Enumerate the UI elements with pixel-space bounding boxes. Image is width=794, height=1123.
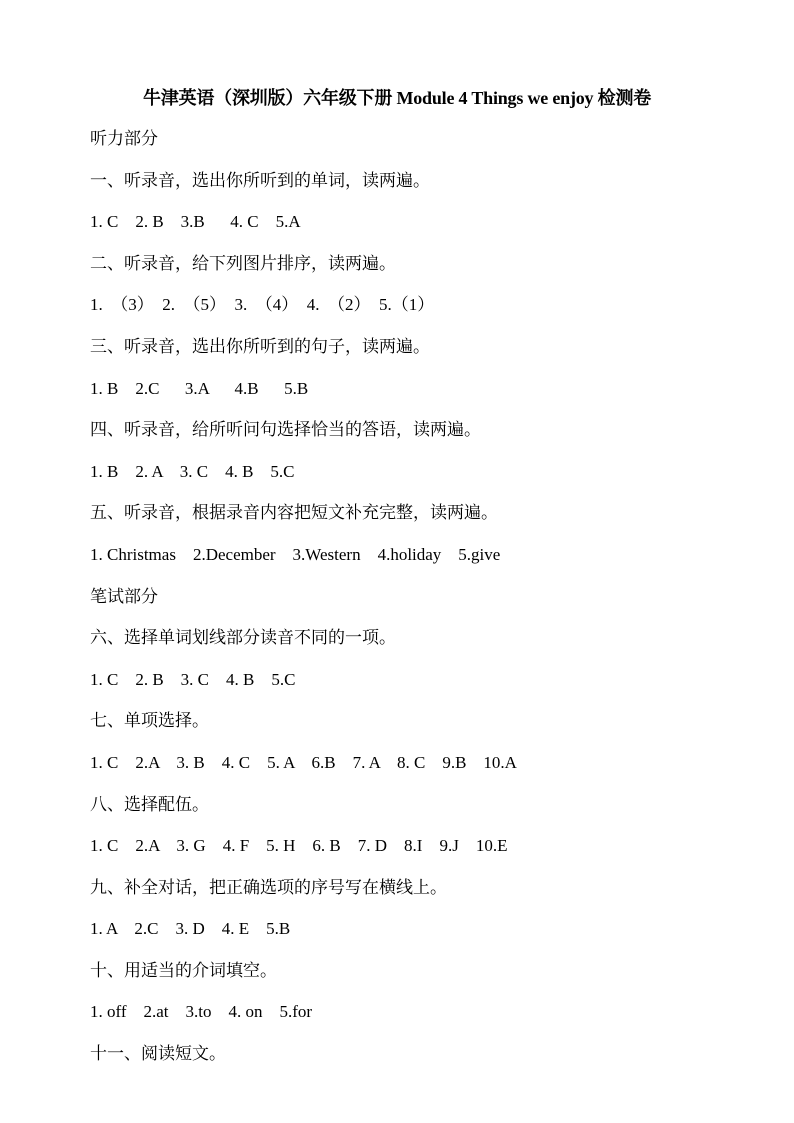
question-8-answers: 1. C 2.A 3. G 4. F 5. H 6. B 7. D 8.I 9.J 10.E: [90, 836, 508, 856]
question-4-heading: 四、听录音，给所听问句选择恰当的答语，读两遍。: [90, 420, 481, 440]
question-6-answers: 1. C 2. B 3. C 4. B 5.C: [90, 669, 296, 689]
question-3-answers: 1. B 2.C 3.A 4.B 5.B: [90, 378, 309, 398]
question-2-answers: 1. （3） 2. （5） 3. （4） 4. （2） 5.（1）: [90, 295, 435, 315]
question-5-answers: 1. Christmas 2.December 3.Western 4.holiday 5.give: [90, 544, 501, 564]
question-10-heading: 十、用适当的介词填空。: [90, 960, 277, 980]
question-3-heading: 三、听录音，选出你所听到的句子，读两遍。: [90, 336, 430, 356]
question-7-answers: 1. C 2.A 3. B 4. C 5. A 6.B 7. A 8. C 9.B 10.A: [90, 752, 517, 772]
question-9-heading: 九、补全对话，把正确选项的序号写在横线上。: [90, 877, 447, 897]
question-1-answers: 1. C 2. B 3.B 4. C 5.A: [90, 212, 301, 232]
question-2-heading: 二、听录音，给下列图片排序，读两遍。: [90, 253, 396, 273]
document-body: [90, 124, 750, 1081]
question-10-answers: 1. off 2.at 3.to 4. on 5.for: [90, 1002, 313, 1022]
question-1-heading: 一、听录音，选出你所听到的单词，读两遍。: [90, 170, 430, 190]
section-heading-written: 笔试部分: [90, 586, 158, 606]
section-heading-listening: 听力部分: [90, 129, 158, 148]
question-6-heading: 六、选择单词划线部分读音不同的一项。: [90, 628, 396, 648]
document-title: 牛津英语（深圳版）六年级下册 Module 4 Things we enjoy 检测卷: [142, 88, 652, 108]
question-4-answers: 1. B 2. A 3. C 4. B 5.C: [90, 461, 295, 481]
question-9-answers: 1. A 2.C 3. D 4. E 5.B: [90, 919, 291, 939]
question-8-heading: 八、选择配伍。: [90, 794, 209, 814]
question-7-heading: 七、单项选择。: [90, 711, 209, 731]
question-5-heading: 五、听录音，根据录音内容把短文补充完整，读两遍。: [90, 503, 498, 523]
question-11-heading: 十一、阅读短文。: [90, 1044, 226, 1064]
